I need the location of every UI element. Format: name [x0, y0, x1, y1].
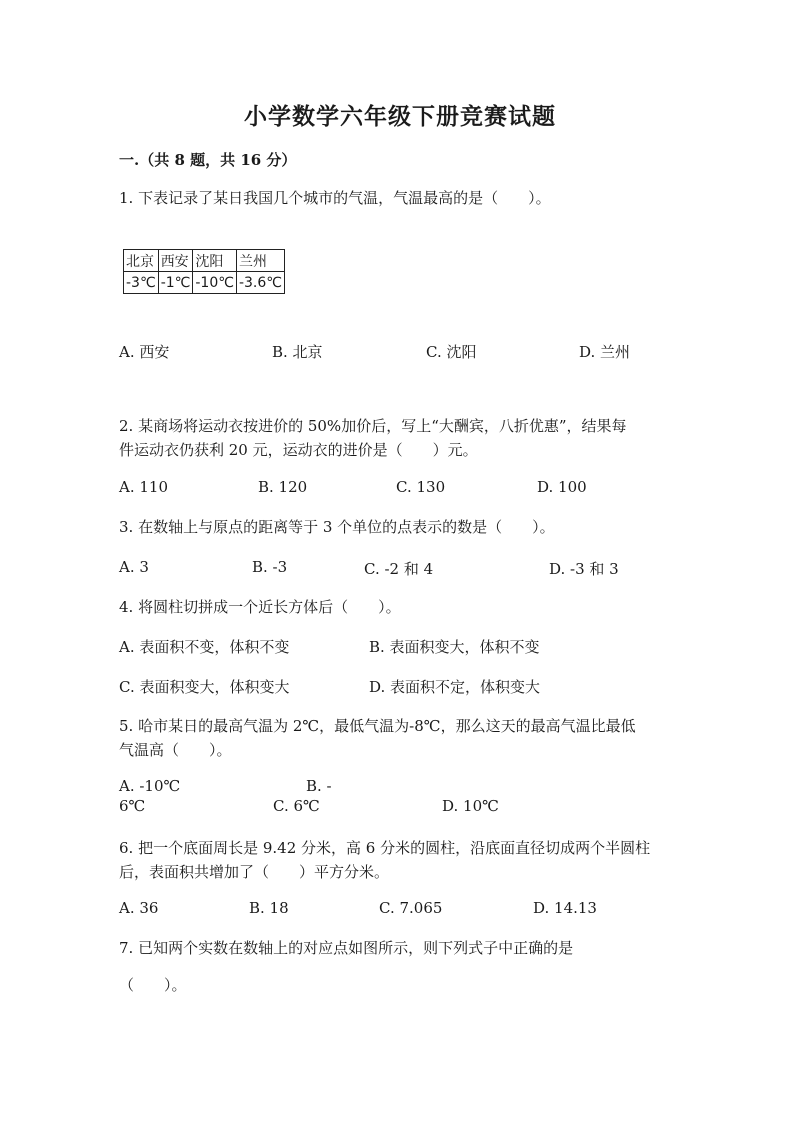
q3-option-b[interactable]: B. -3	[252, 558, 288, 576]
q1-option-b[interactable]: B. 北京	[272, 343, 323, 361]
q3-option-c[interactable]: C. -2 和 4	[364, 560, 434, 578]
question-2-stem-line-2: 件运动衣仍获利 20 元，运动衣的进价是（ ）元。	[119, 441, 478, 459]
q5-option-c[interactable]: C. 6℃	[273, 797, 320, 815]
q2-option-c[interactable]: C. 130	[396, 478, 446, 496]
question-5-stem-line-1: 5. 哈市某日的最高气温为 2℃，最低气温为-8℃，那么这天的最高气温比最低	[119, 717, 636, 735]
q3-option-a[interactable]: A. 3	[119, 558, 149, 576]
q5-option-d[interactable]: D. 10℃	[442, 797, 499, 815]
q4-option-a[interactable]: A. 表面积不变，体积不变	[119, 638, 290, 656]
question-5-stem-line-2: 气温高（ ）。	[119, 741, 232, 759]
question-4-stem: 4. 将圆柱切拼成一个近长方体后（ ）。	[119, 598, 401, 616]
table-cell: 北京	[124, 250, 159, 272]
table-cell: -3℃	[124, 272, 159, 294]
question-2-stem-line-1: 2. 某商场将运动衣按进价的 50%加价后，写上“大酬宾，八折优惠”，结果每	[119, 417, 627, 435]
q3-option-d[interactable]: D. -3 和 3	[549, 560, 619, 578]
question-6-stem-line-2: 后，表面积共增加了（ ）平方分米。	[119, 863, 390, 881]
q1-option-a[interactable]: A. 西安	[119, 343, 170, 361]
q5-option-a[interactable]: A. -10℃	[119, 777, 181, 795]
q2-option-a[interactable]: A. 110	[119, 478, 168, 496]
q5-option-b-continued[interactable]: 6℃	[119, 797, 146, 815]
table-cell: 兰州	[236, 250, 284, 272]
q2-option-b[interactable]: B. 120	[258, 478, 308, 496]
table-cell: 西安	[158, 250, 193, 272]
q1-option-d[interactable]: D. 兰州	[579, 343, 631, 361]
q6-option-d[interactable]: D. 14.13	[533, 899, 597, 917]
question-7-stem-line-1: 7. 已知两个实数在数轴上的对应点如图所示，则下列式子中正确的是	[119, 939, 574, 957]
q4-option-b[interactable]: B. 表面积变大，体积不变	[369, 638, 540, 656]
table-row-temperatures	[124, 272, 285, 294]
question-1-stem: 1. 下表记录了某日我国几个城市的气温，气温最高的是（ ）。	[119, 189, 551, 207]
temperature-table	[123, 249, 285, 294]
table-cell: -1℃	[158, 272, 193, 294]
q5-option-b[interactable]: B. -	[306, 777, 332, 795]
table-cell: 沈阳	[193, 250, 237, 272]
table-cell: -10℃	[193, 272, 237, 294]
q6-option-c[interactable]: C. 7.065	[379, 899, 443, 917]
page-title: 小学数学六年级下册竞赛试题	[244, 103, 556, 130]
q4-option-d[interactable]: D. 表面积不定，体积变大	[369, 678, 541, 696]
question-3-stem: 3. 在数轴上与原点的距离等于 3 个单位的点表示的数是（ ）。	[119, 518, 555, 536]
q1-option-c[interactable]: C. 沈阳	[426, 343, 477, 361]
question-6-stem-line-1: 6. 把一个底面周长是 9.42 分米，高 6 分米的圆柱，沿底面直径切成两个半圆柱	[119, 839, 651, 857]
question-7-stem-line-2: （ ）。	[119, 976, 187, 994]
q6-option-a[interactable]: A. 36	[119, 899, 159, 917]
table-cell: -3.6℃	[236, 272, 284, 294]
table-row-cities	[124, 250, 285, 272]
q6-option-b[interactable]: B. 18	[249, 899, 289, 917]
q2-option-d[interactable]: D. 100	[537, 478, 587, 496]
q4-option-c[interactable]: C. 表面积变大，体积变大	[119, 678, 290, 696]
section-heading: 一.（共 8 题，共 16 分）	[119, 151, 297, 169]
